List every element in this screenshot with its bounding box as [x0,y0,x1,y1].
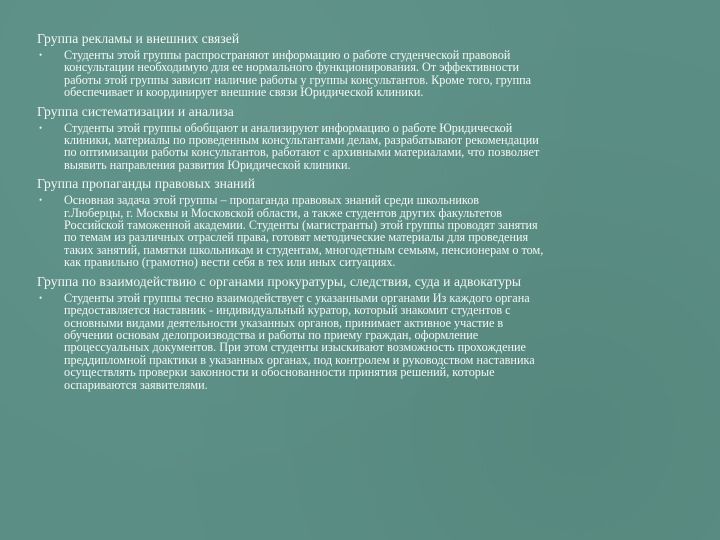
bullet-item [37,292,665,391]
section-heading: Группа по взаимодействию с органами прокуратуры, следствия, суда и адвокатуры [37,273,522,289]
text-line: оспариваются заявителями. [64,377,208,392]
text-line: Студенты этой группы тесно взаимодействует с указанными органами Из каждого органа [64,290,530,305]
bullet-dot-icon: • [39,50,43,60]
text-line: осуществлять проверки законности и обоснованности принятия решений, которые [64,365,495,380]
text-line: клиники, материалы по проведенным консультантами делам, разрабатывают рекомендации [64,133,539,148]
text-line: предоставляется наставник - индивидуальный куратор, который знакомит студентов с [64,303,511,318]
text-line: как правильно (грамотно) вести себя в тех или иных ситуациях. [64,255,396,270]
bullet-item [37,194,665,268]
text-line: Студенты этой группы обобщают и анализируют информацию о работе Юридической [64,120,513,135]
text-line: по оптимизации работы консультантов, работают с архивными материалами, что позволяет [64,145,540,160]
text-line: г.Люберцы, г. Москвы и Московской области, а также студентов других факультетов [64,205,503,220]
text-line: Студенты этой группы распространяют информацию о работе студенческой правовой [64,48,511,62]
text-line: по темам из различных отраслей права, готовят методические материалы для проведения [64,230,529,245]
bullet-dot-icon: • [39,292,43,303]
bullet-dot-icon: • [39,195,43,206]
section-heading: Группа пропаганды правовых знаний [37,176,256,192]
section-law-enforcement [37,273,665,391]
bullet-dot-icon: • [39,122,43,133]
text-line: выявить направления развития Юридической клиники. [64,157,351,172]
text-line: процессуальных документов. При этом студенты изыскивают возможность прохождение [64,340,526,355]
section-systematization [37,103,665,172]
bullet-item [37,49,665,99]
section-advertising [37,30,665,99]
text-line: обеспечивает и координирует внешние связи Юридической клиники. [64,85,424,100]
text-line: основными видами деятельности указанных органов, принимает активное участие в [64,315,504,330]
text-line: обучении основам делопроизводства и работы по приему граждан, оформление [64,327,479,342]
text-line: преддипломной практики в указанных органах, под контролем и руководством наставника [64,352,535,367]
section-heading: Группа рекламы и внешних связей [37,31,240,46]
slide-content [37,30,665,395]
text-line: Основная задача этой группы – пропаганда правовых знаний среди школьников [64,193,480,208]
section-heading: Группа систематизации и анализа [37,103,234,119]
text-line: консультации необходимую для ее нормального функционирования. От эффективности [64,60,520,75]
text-line: работы этой группы зависит наличие работы у группы консультантов. Кроме того, группа [64,72,532,87]
bullet-item [37,122,665,172]
text-line: таких занятий, памятки школьникам и студентам, многодетным семьям, пенсионерам о том, [64,242,544,257]
section-propaganda [37,175,665,268]
text-line: Российской таможенной академии. Студенты (магистранты) этой группы проводят занятия [64,218,538,233]
